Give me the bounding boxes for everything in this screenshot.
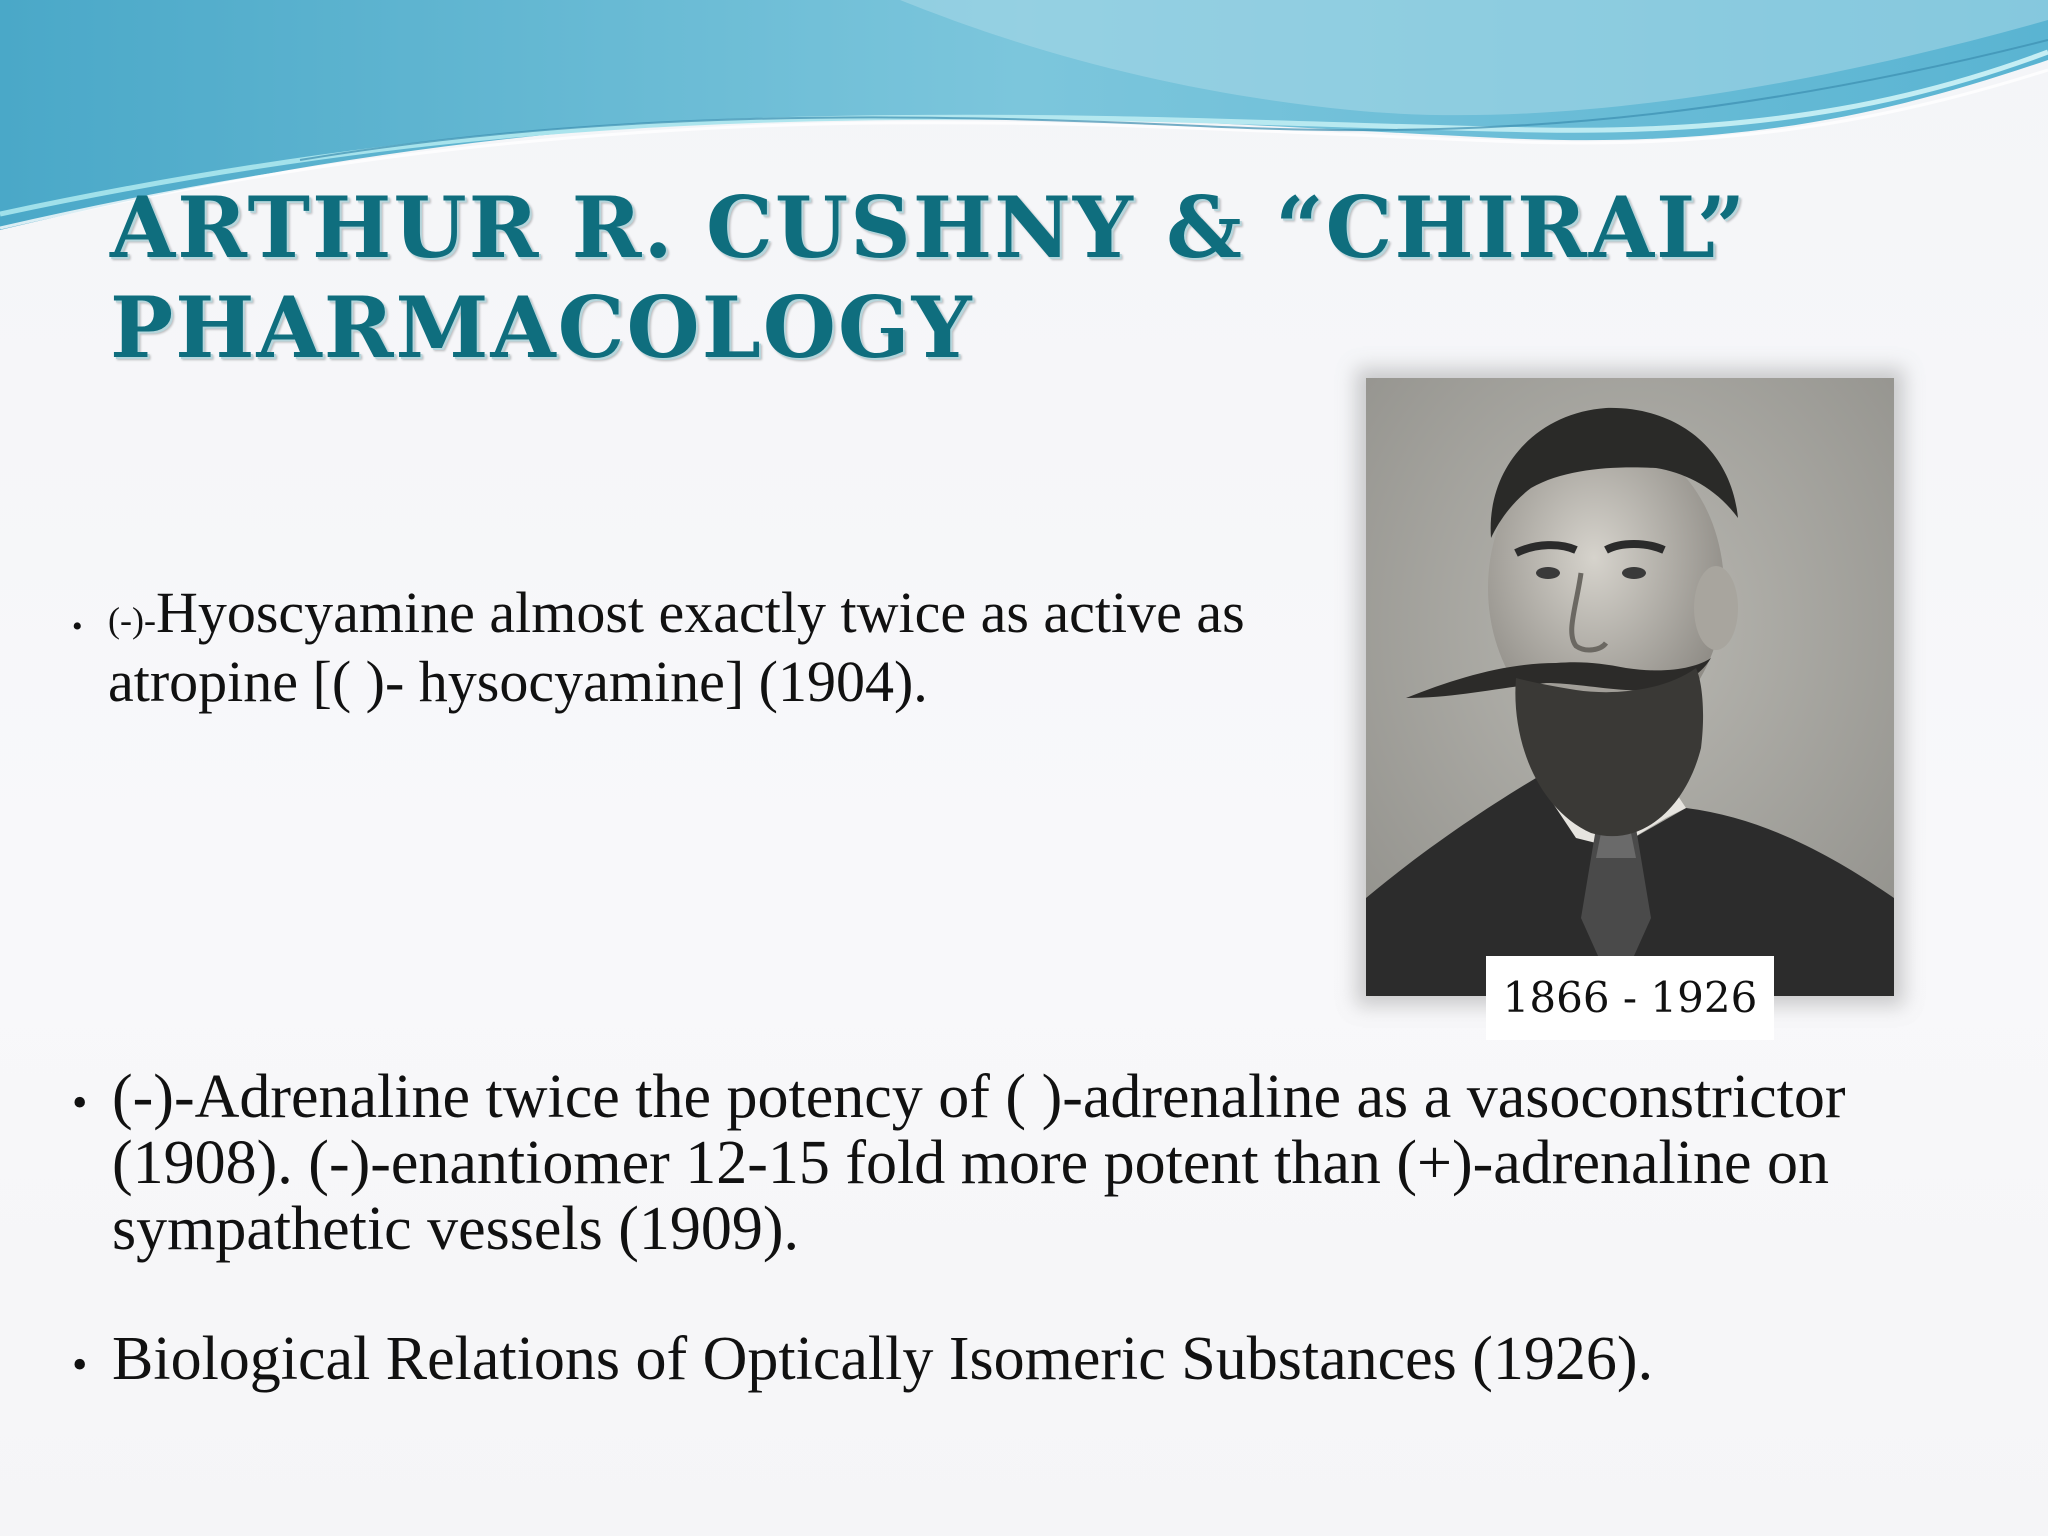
bullet-dot-icon: • (72, 610, 83, 643)
bullet-text (72, 582, 1272, 713)
portrait-caption: 1866 - 1926 (1486, 956, 1774, 1040)
slide-title (110, 178, 1748, 378)
bullet-hyoscyamine (72, 582, 1272, 713)
bullet-dot-icon: • (72, 1078, 88, 1127)
bullet-text: Biological Relations of Optically Isomeric Substances (1926). (112, 1325, 1654, 1393)
bullet-dot-icon: • (72, 1340, 88, 1389)
bullet-text: (-)-Adrenaline twice the potency of ( )-adrenaline as a vasoconstrictor (1908). (-)-enantiomer 12-15 fold more potent than (+)-adrenaline on sympathetic vessels (1909). (112, 1063, 1846, 1263)
bullet-adrenaline (72, 1064, 1932, 1262)
title-line-2: PHARMACOLOGY (110, 278, 974, 377)
portrait-image (1366, 378, 1894, 996)
bullet-prefix: (-)- (108, 600, 156, 640)
title-line-1: ARTHUR R. CUSHNY & “CHIRAL” (110, 178, 1748, 277)
bullet-biological-relations (72, 1326, 1932, 1392)
bullet-body: Hyoscyamine almost exactly twice as active as atropine [( )- hysocyamine] (1904). (108, 580, 1245, 714)
portrait-photo (1366, 378, 1894, 996)
